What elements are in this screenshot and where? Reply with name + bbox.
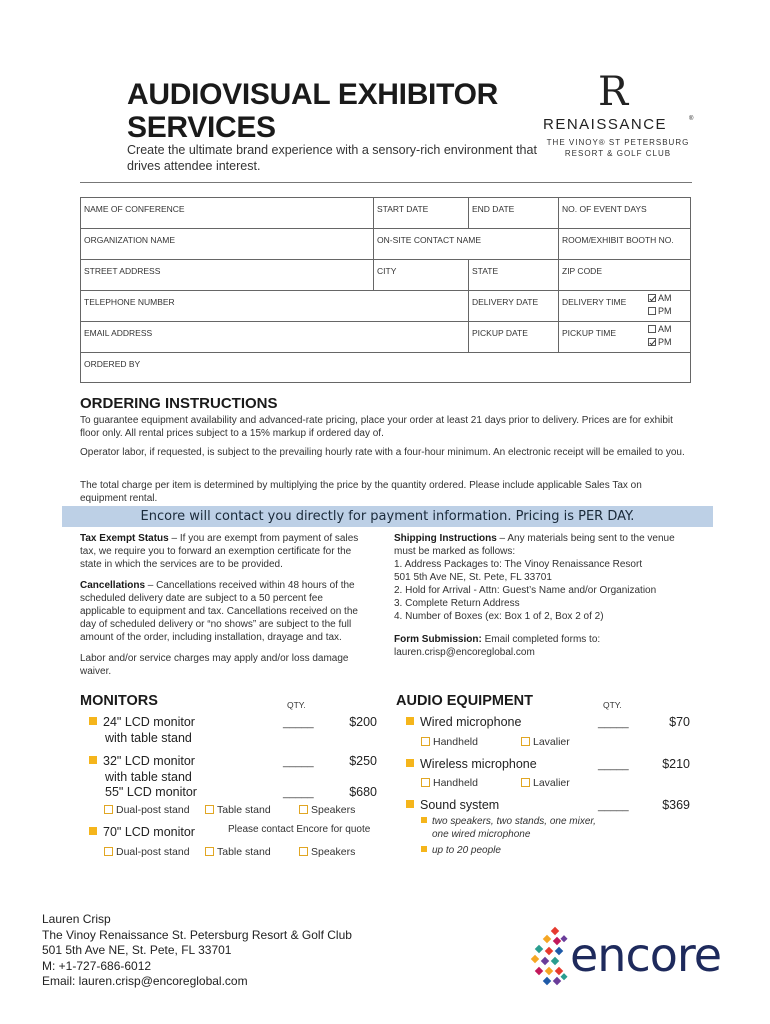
checkbox-icon [104, 847, 113, 856]
monitor-70-speakers-option[interactable] [299, 846, 355, 858]
hotel-subline-1: THE VINOY® ST PETERSBURG [546, 138, 690, 147]
monitor-32-price: $250 [349, 754, 377, 768]
monitor-70-item [89, 825, 195, 840]
checked-box-icon [648, 338, 656, 346]
checked-box-icon [648, 294, 656, 302]
shipping-step-3: 3. Complete Return Address [394, 598, 520, 609]
bullet-icon [89, 717, 97, 725]
monitor-24-item-line2: with table stand [105, 731, 192, 745]
pickup-am-checkbox[interactable] [648, 324, 672, 334]
cancellations-text: – Cancellations received within 48 hours of the scheduled delivery date are subject to a 50 percent fee applicable to equipment and tax. Cancellations received on the day of scheduled delivery or “no shows” are subject to the full amount of the order, including installation, drayage and tax. [80, 580, 358, 643]
checkbox-icon [521, 778, 530, 787]
field-label: STREET ADDRESS [84, 266, 161, 276]
telephone-field[interactable] [81, 291, 469, 322]
form-submission-paragraph [394, 633, 699, 646]
option-label: Table stand [217, 846, 271, 858]
sound-system-price: $369 [662, 798, 690, 812]
monitor-55-speakers-option[interactable] [299, 804, 355, 816]
start-date-field[interactable] [374, 198, 469, 229]
page-title [127, 78, 498, 144]
sound-system-detail-2 [421, 844, 501, 857]
monitor-24-item [89, 715, 195, 730]
organization-name-field[interactable] [81, 229, 374, 260]
checkbox-icon [205, 847, 214, 856]
wireless-mic-item [406, 757, 537, 772]
option-label: Speakers [311, 846, 356, 858]
unchecked-box-icon [648, 307, 656, 315]
payment-banner: Encore will contact you directly for payment information. Pricing is PER DAY. [62, 506, 713, 527]
monitor-55-qty-input[interactable]: _____ [283, 787, 314, 799]
checkbox-icon [205, 805, 214, 814]
wired-mic-qty-input[interactable]: _____ [598, 717, 629, 729]
wired-mic-lavalier-option[interactable] [521, 736, 570, 748]
am-label: AM [658, 324, 672, 334]
contact-phone: M: +1-727-686-6012 [42, 958, 152, 973]
state-field[interactable] [469, 260, 559, 291]
monitors-qty-header: QTY. [287, 700, 306, 710]
bullet-icon [89, 756, 97, 764]
bullet-icon [421, 817, 427, 823]
field-label: DELIVERY DATE [472, 297, 539, 307]
bullet-icon [89, 827, 97, 835]
ordering-paragraph-3: The total charge per item is determined by multiplying the price by the quantity ordered. Please include applicable Sales Tax on equipment rental. [80, 480, 642, 504]
contact-venue: The Vinoy Renaissance St. Petersburg Resort & Golf Club [42, 927, 352, 942]
option-label: Table stand [217, 804, 271, 816]
booth-number-field[interactable] [559, 229, 690, 260]
checkbox-icon [521, 737, 530, 746]
checkbox-icon [104, 805, 113, 814]
option-label: Dual-post stand [116, 804, 190, 816]
monitor-70-table-stand-option[interactable] [205, 846, 271, 858]
field-label: CITY [377, 266, 397, 276]
ordering-heading: ORDERING INSTRUCTIONS [80, 395, 278, 412]
cancellations-paragraph [80, 579, 370, 644]
registered-mark: ® [689, 116, 694, 122]
wired-mic-handheld-option[interactable] [421, 736, 478, 748]
ordered-by-field[interactable] [81, 353, 690, 382]
field-label: DELIVERY TIME [562, 297, 627, 307]
wireless-mic-qty-input[interactable]: _____ [598, 759, 629, 771]
tax-exempt-label: Tax Exempt Status [80, 533, 169, 544]
wired-mic-price: $70 [669, 715, 690, 729]
renaissance-monogram-logo: R [598, 69, 629, 115]
detail-text: two speakers, two stands, one mixer, [432, 816, 596, 827]
option-label: Lavalier [533, 777, 570, 789]
item-label: 70" LCD monitor [103, 825, 195, 839]
field-label: ORDERED BY [84, 359, 141, 369]
monitor-70-quote-note: Please contact Encore for quote [228, 824, 371, 835]
delivery-pm-checkbox[interactable] [648, 306, 672, 316]
monitor-24-qty-input[interactable]: _____ [283, 717, 314, 729]
header-divider [80, 182, 692, 183]
contact-email[interactable]: Email: lauren.crisp@encoreglobal.com [42, 974, 248, 988]
field-label: NAME OF CONFERENCE [84, 204, 185, 214]
monitor-55-table-stand-option[interactable] [205, 804, 271, 816]
monitor-32-item-line2: with table stand [105, 770, 192, 784]
sound-system-qty-input[interactable]: _____ [598, 800, 629, 812]
contact-address: 501 5th Ave NE, St. Pete, FL 33701 [42, 943, 232, 957]
unchecked-box-icon [648, 325, 656, 333]
monitors-heading: MONITORS [80, 693, 158, 709]
title-line-1: AUDIOVISUAL EXHIBITOR [127, 78, 498, 111]
contact-name: Lauren Crisp [42, 912, 111, 926]
onsite-contact-field[interactable] [374, 229, 559, 260]
form-submission-label: Form Submission: [394, 634, 482, 645]
bullet-icon [406, 717, 414, 725]
monitor-55-price: $680 [349, 785, 377, 799]
sound-system-detail-1b: one wired microphone [432, 829, 531, 840]
option-label: Handheld [433, 777, 478, 789]
email-field[interactable] [81, 322, 469, 353]
field-label: PICKUP TIME [562, 328, 617, 338]
end-date-field[interactable] [469, 198, 559, 229]
item-label: 24" LCD monitor [103, 715, 195, 729]
contact-block [42, 912, 352, 990]
item-label: Wireless microphone [420, 757, 537, 771]
monitor-55-dual-post-option[interactable] [104, 804, 190, 816]
audio-heading: AUDIO EQUIPMENT [396, 693, 533, 709]
sound-system-detail-1 [421, 815, 596, 828]
checkbox-icon [421, 778, 430, 787]
item-label: 32" LCD monitor [103, 754, 195, 768]
audio-qty-header: QTY. [603, 700, 622, 710]
pm-label: PM [658, 337, 672, 347]
monitor-70-dual-post-option[interactable] [104, 846, 190, 858]
title-line-2: SERVICES [127, 111, 276, 144]
bullet-icon [421, 846, 427, 852]
field-label: TELEPHONE NUMBER [84, 297, 175, 307]
ordering-paragraph-1: To guarantee equipment availability and advanced-rate pricing, place your order at least 21 days prior to delivery. Prices are for exhibit floor only. All rental prices subject to a 15% markup if ordered day of. [80, 415, 673, 439]
shipping-label: Shipping Instructions [394, 533, 497, 544]
checkbox-icon [421, 737, 430, 746]
shipping-step-2: 2. Hold for Arrival - Attn: Guest’s Name and/or Organization [394, 585, 657, 596]
form-submission-text: Email completed forms to: [481, 634, 601, 645]
tax-exempt-text: – If you are exempt from payment of sales tax, we require you to forward an exemption certificate for the state in which the services are to be provided. [80, 533, 359, 570]
wireless-mic-price: $210 [662, 757, 690, 771]
pm-label: PM [658, 306, 672, 316]
option-label: Dual-post stand [116, 846, 190, 858]
event-days-field[interactable] [559, 198, 690, 229]
field-label: ORGANIZATION NAME [84, 235, 175, 245]
city-field[interactable] [374, 260, 469, 291]
option-label: Handheld [433, 736, 478, 748]
shipping-text: – Any materials being sent to the venue must be marked as follows: [394, 533, 675, 557]
conference-name-field[interactable] [81, 198, 374, 229]
wireless-mic-lavalier-option[interactable] [521, 777, 570, 789]
field-label: EMAIL ADDRESS [84, 328, 153, 338]
tax-exempt-paragraph [80, 532, 370, 571]
checkbox-icon [299, 847, 308, 856]
hotel-subline [544, 137, 692, 159]
ordering-paragraph-2: Operator labor, if requested, is subject to the prevailing hourly rate with a four-hour minimum. An electronic receipt will be emailed to you. [80, 447, 685, 458]
field-label: PICKUP DATE [472, 328, 528, 338]
monitor-32-qty-input[interactable]: _____ [283, 756, 314, 768]
shipping-step-1-address: 501 5th Ave NE, St. Pete, FL 33701 [394, 572, 552, 583]
detail-text: up to 20 people [432, 845, 501, 856]
shipping-column [394, 532, 699, 659]
option-label: Lavalier [533, 736, 570, 748]
monitor-32-item [89, 754, 195, 769]
wired-mic-item [406, 715, 521, 730]
order-form-grid [80, 197, 691, 383]
shipping-step-1: 1. Address Packages to: The Vinoy Renaissance Resort [394, 559, 643, 570]
pickup-pm-checkbox[interactable] [648, 337, 672, 347]
option-label: Speakers [311, 804, 356, 816]
shipping-paragraph [394, 532, 699, 558]
monitor-24-price: $200 [349, 715, 377, 729]
delivery-date-field[interactable] [469, 291, 559, 322]
field-label: END DATE [472, 204, 515, 214]
item-label: Sound system [420, 798, 500, 812]
pickup-date-field[interactable] [469, 322, 559, 353]
sound-system-item [406, 798, 499, 813]
renaissance-wordmark: RENAISSANCE [543, 116, 668, 133]
field-label: ROOM/EXHIBIT BOOTH NO. [562, 235, 674, 245]
field-label: STATE [472, 266, 499, 276]
shipping-step-4: 4. Number of Boxes (ex: Box 1 of 2, Box 2 of 2) [394, 611, 604, 622]
monitor-55-item: 55" LCD monitor [105, 785, 197, 799]
bullet-icon [406, 800, 414, 808]
field-label: ZIP CODE [562, 266, 602, 276]
labor-paragraph: Labor and/or service charges may apply and/or loss damage waiver. [80, 653, 349, 677]
hotel-subline-2: RESORT & GOLF CLUB [564, 149, 672, 158]
wireless-mic-handheld-option[interactable] [421, 777, 478, 789]
page-subtitle: Create the ultimate brand experience with a sensory-rich environment that drives attendee interest. [127, 143, 537, 173]
policy-column [80, 532, 370, 686]
item-label: Wired microphone [420, 715, 522, 729]
encore-wordmark: encore [570, 928, 722, 982]
field-label: START DATE [377, 204, 429, 214]
cancellations-label: Cancellations [80, 580, 146, 591]
delivery-am-checkbox[interactable] [648, 293, 672, 303]
field-label: ON-SITE CONTACT NAME [377, 235, 482, 245]
am-label: AM [658, 293, 672, 303]
street-address-field[interactable] [81, 260, 374, 291]
bullet-icon [406, 759, 414, 767]
zip-code-field[interactable] [559, 260, 690, 291]
submission-email-link[interactable]: lauren.crisp@encoreglobal.com [394, 647, 535, 658]
checkbox-icon [299, 805, 308, 814]
field-label: NO. OF EVENT DAYS [562, 204, 647, 214]
